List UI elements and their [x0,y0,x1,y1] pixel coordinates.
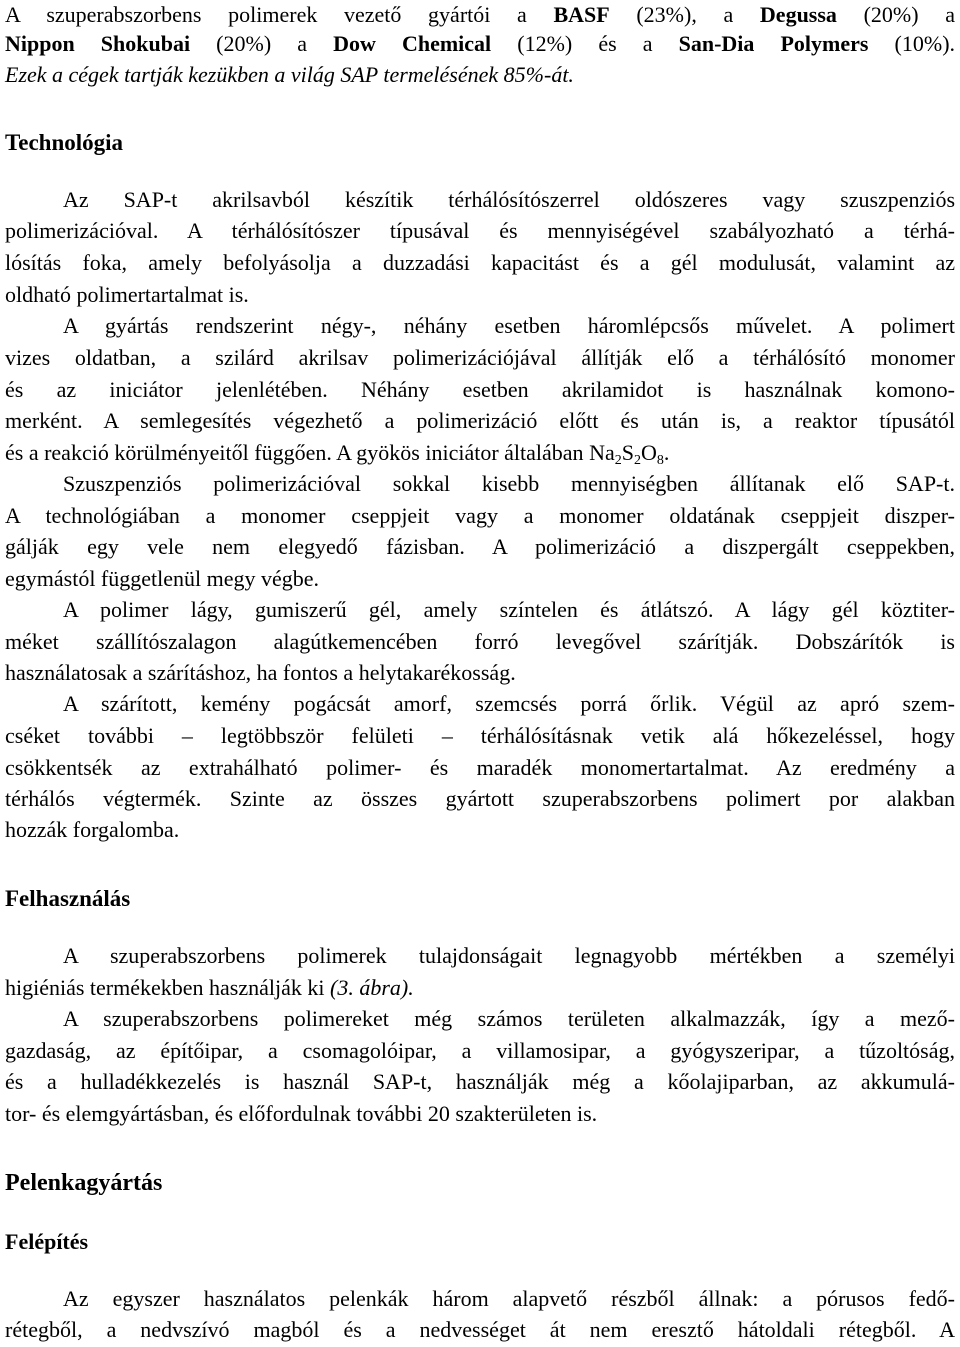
text-line: egymástól függetlenül megy végbe. [5,566,320,591]
text-line: használatosak a szárításhoz, ha fontos a helytakarékosság. [5,660,516,685]
text-line: csökkentsék az extrahálható polimer- és maradék monomertartalmat. Az eredmény a [5,755,955,780]
text-line: Ezek a cégek tartják kezükben a világ SAP termelésének 85%-át. [5,62,574,87]
company-degussa: Degussa [759,2,837,27]
text-line: vizes oldatban, a szilárd akrilsav polimerizációjával állítják elő a térhálósító monomer [5,345,955,370]
text-line: gazdaság, az építőipar, a csomagolóipar, a villamosipar, a gyógyszeripar, a tűzoltóság, [5,1038,955,1063]
company-san-dia: San-Dia Polymers [678,31,869,56]
text-line: polimerizációval. A térhálósítószer típusával és mennyiségével szabályozható a térhá- [5,218,955,243]
subsection-heading-felepites: Felépítés [5,1229,89,1254]
text-line: A szuperabszorbens polimerek tulajdonságait legnagyobb mértékben a személyi [63,943,955,968]
text-line: higiéniás termékekben használják ki (3. ábra). [5,975,414,1000]
text-line: Nippon Shokubai (20%) a Dow Chemical (12%) és a San-Dia Polymers (10%). [5,31,956,56]
text-line: merként. A semlegesítés végezhető a polimerizáció előtt és után is, a reaktor típusától [5,408,955,433]
text-line: méket szállítószalagon alagútkemencében forró levegővel szárítják. Dobszárítók is [5,629,955,654]
text-line: és a hulladékkezelés is használ SAP-t, használják még a kőolajiparban, az akkumulá- [5,1069,955,1094]
section-heading-technologia: Technológia [5,130,124,155]
chemical-formula: $Na_2S_2O_8$. [589,440,670,468]
text-line: A szárított, kemény pogácsát amorf, szemcsés porrá őrlik. Végül az apró szem- [63,691,955,716]
figure-reference: (3. ábra). [330,975,414,1000]
text-line: Az egyszer használatos pelenkák három alapvető részből állnak: a pórusos fedő- [63,1286,955,1311]
section-heading-felhasznalas: Felhasználás [5,886,131,911]
company-dow-chemical: Dow Chemical [333,31,492,56]
text-line: A szuperabszorbens polimerek vezető gyártói a BASF (23%), a Degussa (20%) a [5,2,955,27]
text-line: tor- és elemgyártásban, és előfordulnak további 20 szakterületen is. [5,1101,598,1126]
text-line: A technológiában a monomer cseppjeit vagy a monomer oldatának cseppjeit diszper- [5,503,955,528]
text-line: A szuperabszorbens polimereket még számos területen alkalmazzák, így a mező- [63,1006,955,1031]
text-line: A polimer lágy, gumiszerű gél, amely színtelen és átlátszó. A lágy gél köztiter- [63,597,955,622]
text-line: cséket további – legtöbbször felületi – térhálósításnak vetik alá hőkezeléssel, hogy [5,723,955,748]
text-line: oldható polimertartalmat is. [5,282,249,307]
text-line: Szuszpenziós polimerizációval sokkal kisebb mennyiségben állítanak elő SAP-t. [63,471,955,496]
text-line: rétegből, a nedvszívó magból és a nedvességet át nem eresztő hátoldali rétegből. A [5,1317,955,1342]
company-basf: BASF [553,2,610,27]
company-nippon-shokubai: Nippon Shokubai [5,31,191,56]
text-line: lósítás foka, amely befolyásolja a duzzadási kapacitást és a gél modulusát, valamint az [5,250,955,275]
text-line: Az SAP-t akrilsavból készítik térhálósítószerrel oldószeres vagy szuszpenziós [63,187,955,212]
text-line: és a reakció körülményeitől függően. A gyökös iniciátor általában $Na_2S_2O_8$. [5,440,670,468]
text-line: gálják egy vele nem elegyedő fázisban. A polimerizáció a diszpergált cseppekben, [5,534,955,559]
section-heading-pelenkagyartas: Pelenkagyártás [5,1170,163,1196]
text-line: és az iniciátor jelenlétében. Néhány esetben akrilamidot is használnak komono- [5,377,955,402]
text-line: térhálós végtermék. Szinte az összes gyártott szuperabszorbens polimert por alakban [5,786,955,811]
text-line: A gyártás rendszerint négy-, néhány esetben háromlépcsős művelet. A polimert [63,313,955,338]
text-line: hozzák forgalomba. [5,817,180,842]
